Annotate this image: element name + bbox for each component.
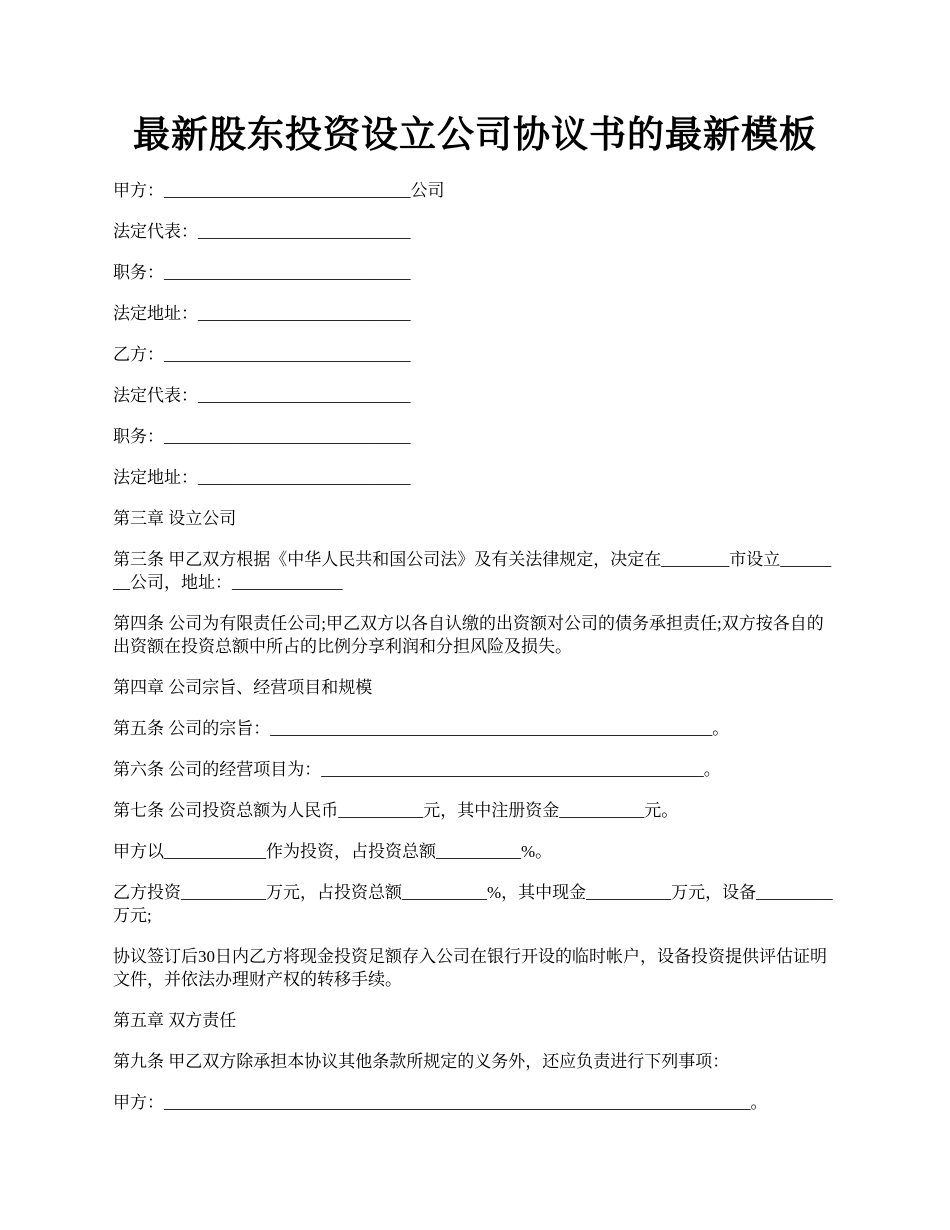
article-6: 第六条 公司的经营项目为：_____________________________________________。 xyxy=(113,760,721,779)
party-a-company: 甲方：_____________________________公司 xyxy=(113,181,445,200)
party-b-investment: 乙方投资__________万元，占投资总额__________%，其中现金__________万元，设备_________万元; xyxy=(113,883,833,925)
document-body xyxy=(113,179,838,1132)
party-a-address: 法定地址：_________________________ xyxy=(113,304,411,323)
article-9: 第九条 甲乙双方除承担本协议其他条款所规定的义务外，还应负责进行下列事项： xyxy=(113,1052,730,1071)
document-title: 最新股东投资设立公司协议书的最新模板 xyxy=(133,115,817,156)
chapter-5-heading: 第五章 双方责任 xyxy=(113,1011,237,1030)
chapter-4-heading: 第四章 公司宗旨、经营项目和规模 xyxy=(113,678,373,697)
article-7: 第七条 公司投资总额为人民币__________元，其中注册资金__________元。 xyxy=(113,801,679,820)
capital-deposit-clause: 协议签订后30日内乙方将现金投资足额存入公司在银行开设的临时帐户，设备投资提供评估证明文件，并依法办理财产权的转移手续。 xyxy=(113,947,827,989)
party-b-address: 法定地址：_________________________ xyxy=(113,468,411,487)
party-b-legal-rep: 法定代表：_________________________ xyxy=(113,386,411,405)
party-b-position: 职务：_____________________________ xyxy=(113,427,411,446)
article-5: 第五条 公司的宗旨：____________________________________________________。 xyxy=(113,719,730,738)
chapter-3-heading: 第三章 设立公司 xyxy=(113,509,237,528)
article-3: 第三条 甲乙双方根据《中华人民共和国公司法》及有关法律规定，决定在________市设立________公司，地址：_____________ xyxy=(113,550,832,592)
party-b: 乙方：_____________________________ xyxy=(113,345,411,364)
party-a-legal-rep: 法定代表：_________________________ xyxy=(113,222,411,241)
article-4: 第四条 公司为有限责任公司;甲乙双方以各自认缴的出资额对公司的债务承担责任;双方按各自的出资额在投资总额中所占的比例分享利润和分担风险及损失。 xyxy=(113,614,824,656)
party-a-investment: 甲方以____________作为投资，占投资总额__________%。 xyxy=(113,842,553,861)
party-a-position: 职务：_____________________________ xyxy=(113,263,411,282)
party-a-duties: 甲方：_____________________________________________________________________。 xyxy=(113,1093,768,1112)
